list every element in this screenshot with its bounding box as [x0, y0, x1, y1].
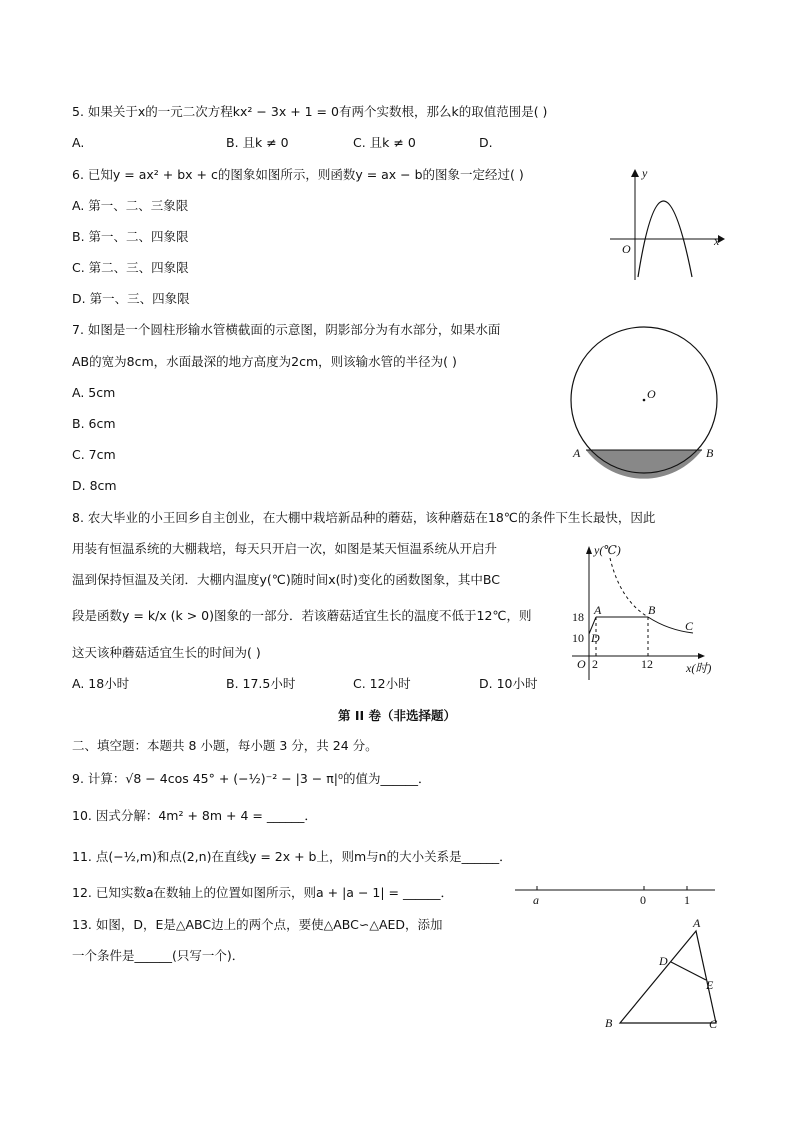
fill-blank-heading: 二、填空题：本题共 8 小题，每小题 3 分，共 24 分。: [72, 738, 378, 753]
q8-stem-line-1: 8. 农大毕业的小王回乡自主创业，在大棚中栽培新品种的蘑菇，该种蘑菇在18℃的条件下生长最快，因此: [72, 510, 656, 525]
q8-option-c: C. 12小时: [353, 676, 411, 691]
q5-option-d: D.: [479, 135, 493, 150]
q7-stem-line-2: AB的宽为8cm，水面最深的地方高度为2cm，则该输水管的半径为( ): [72, 354, 457, 369]
q6-option-b: B. 第一、二、四象限: [72, 229, 189, 244]
q8-y-tick-10: 10: [572, 631, 584, 645]
q8-option-d: D. 10小时: [479, 676, 538, 691]
q12-tick-0: 0: [640, 893, 646, 907]
q13-point-e: E: [706, 978, 714, 992]
q13-stem-line-1: 13. 如图，D，E是△ABC边上的两个点，要使△ABC∽△AED，添加: [72, 917, 443, 932]
q7-option-a: A. 5cm: [72, 385, 116, 400]
q8-option-a: A. 18小时: [72, 676, 130, 691]
q8-x-axis-label: x(时): [686, 661, 712, 675]
q5-option-c: C. 且k ≠ 0: [353, 135, 416, 150]
q7-pipe-circle-figure: [565, 320, 735, 480]
q8-stem-line-5: 这天该种蘑菇适宜生长的时间为( ): [72, 645, 261, 660]
q10-stem: 10. 因式分解：4m² + 8m + 4 = ______．: [72, 808, 317, 823]
q7-point-a-label: A: [573, 446, 581, 460]
q13-point-b: B: [605, 1016, 613, 1030]
q8-point-d: D: [591, 631, 600, 645]
q8-point-b: B: [648, 603, 656, 617]
q6-stem: 6. 已知y = ax² + bx + c的图象如图所示，则函数y = ax − b的图象一定经过( ): [72, 167, 524, 182]
q8-stem-line-4: 段是函数y = k/x (k > 0)图象的一部分．若该蘑菇适宜生长的温度不低于12℃，则: [72, 608, 532, 623]
q6-x-label: x: [714, 234, 720, 248]
q12-stem: 12. 已知实数a在数轴上的位置如图所示，则a + |a − 1| = ______．: [72, 885, 453, 900]
q8-option-b: B. 17.5小时: [226, 676, 296, 691]
q13-point-a: A: [693, 916, 701, 930]
q6-option-c: C. 第二、三、四象限: [72, 260, 189, 275]
q6-option-d: D. 第一、三、四象限: [72, 291, 190, 306]
q8-stem-line-2: 用装有恒温系统的大棚栽培，每天只开启一次，如图是某天恒温系统从开启升: [72, 541, 498, 556]
q11-stem: 11. 点(−½,m)和点(2,n)在直线y = 2x + b上，则m与n的大小关系是______．: [72, 849, 512, 864]
q5-option-a: A.: [72, 135, 85, 150]
q12-number-line: [515, 880, 715, 910]
q13-triangle-figure: [600, 915, 730, 1035]
q8-stem-line-3: 温到保持恒温及关闭．大棚内温度y(℃)随时间x(时)变化的函数图象，其中BC: [72, 572, 500, 587]
q9-stem: 9. 计算：√8 − 4cos 45° + (−½)⁻² − |3 − π|⁰的值为______．: [72, 771, 431, 786]
q5-stem: 5. 如果关于x的一元二次方程kx² − 3x + 1 = 0有两个实数根，那么k的取值范围是( ): [72, 104, 548, 119]
q6-option-a: A. 第一、二、三象限: [72, 198, 189, 213]
q7-option-b: B. 6cm: [72, 416, 116, 431]
section-2-title: 第 II 卷（非选择题）: [337, 708, 456, 723]
q7-stem-line-1: 7. 如图是一个圆柱形输水管横截面的示意图，阴影部分为有水部分，如果水面: [72, 322, 501, 337]
q12-point-a: a: [533, 893, 539, 907]
q12-tick-1: 1: [684, 893, 690, 907]
q13-point-d: D: [659, 954, 668, 968]
q5-option-b: B. 且k ≠ 0: [226, 135, 289, 150]
q13-point-c: C: [709, 1017, 718, 1031]
q7-option-d: D. 8cm: [72, 478, 117, 493]
q7-option-c: C. 7cm: [72, 447, 116, 462]
q8-y-tick-18: 18: [572, 610, 584, 624]
q13-stem-line-2: 一个条件是______(只写一个)．: [72, 948, 245, 963]
q8-origin-label: O: [577, 657, 586, 671]
q6-parabola-figure: [600, 165, 730, 285]
q7-center-label: O: [647, 387, 656, 401]
q8-temperature-graph: [560, 530, 740, 690]
q8-x-tick-12: 12: [641, 657, 653, 671]
q8-point-c: C: [685, 619, 694, 633]
q8-x-tick-2: 2: [592, 657, 598, 671]
q7-point-b-label: B: [706, 446, 714, 460]
q8-y-axis-label: y(℃): [594, 543, 621, 557]
q6-y-label: y: [642, 166, 648, 180]
q6-origin-label: O: [622, 242, 631, 256]
q8-point-a: A: [594, 603, 602, 617]
